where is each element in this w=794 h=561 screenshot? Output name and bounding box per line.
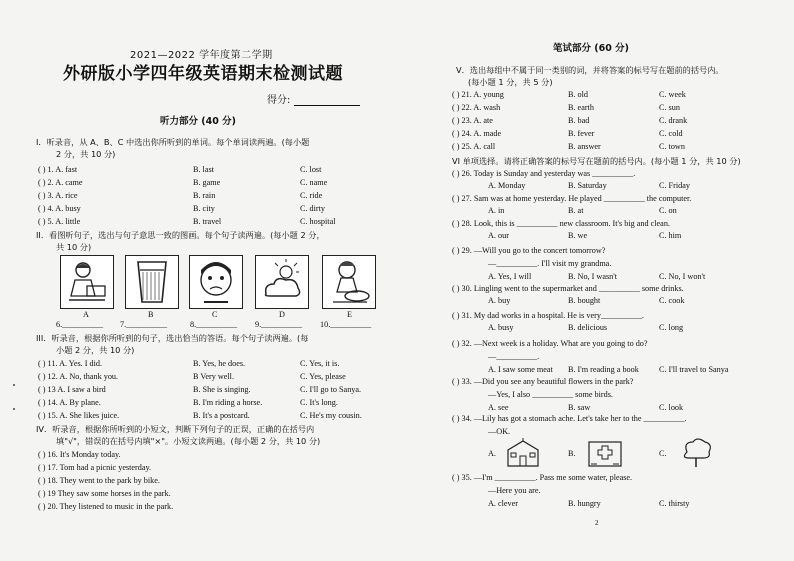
question-stem: ( ) 32. —Next week is a holiday. What are you going to do? bbox=[452, 339, 648, 348]
sec4-instruction-2: 填"√"，错误的在括号内填"×"。小短文读两遍。(每小题 2 分，共 10 分) bbox=[56, 436, 321, 446]
sec2-instruction-2: 共 10 分) bbox=[56, 242, 92, 252]
question-stem: ( ) 30. Lingling went to the supermarket and __________ some drinks. bbox=[452, 284, 684, 293]
true-false-item[interactable]: ( ) 18. They went to the park by bike. bbox=[38, 476, 160, 485]
binding-dot bbox=[13, 408, 15, 410]
question-stem: ( ) 33. —Did you see any beautiful flowers in the park? bbox=[452, 377, 634, 386]
choice-b[interactable]: B. we bbox=[568, 231, 588, 240]
glass-icon bbox=[126, 256, 178, 308]
answer-row-option-a[interactable]: ( ) 21. A. young bbox=[452, 90, 504, 99]
answer-row-option-a[interactable]: ( ) 24. A. made bbox=[452, 129, 502, 138]
choice-b[interactable]: B. delicious bbox=[568, 323, 608, 332]
answer-blank[interactable]: 6.__________ bbox=[56, 320, 104, 329]
answer-row-option-a[interactable]: ( ) 22. A. wash bbox=[452, 103, 501, 112]
answer-row-option-a[interactable]: ( ) 4. A. busy bbox=[38, 204, 81, 213]
sec5-instruction: V．选出每组中不属于同一类别的词，并将答案的标号写在题前的括号内。 bbox=[456, 65, 724, 75]
picture-b-glass bbox=[125, 255, 179, 309]
answer-row-option-b[interactable]: B. travel bbox=[193, 217, 222, 226]
choice-a[interactable]: A. buy bbox=[488, 296, 511, 305]
choice-a[interactable]: A. our bbox=[488, 231, 509, 240]
answer-row-option-c[interactable]: C. Yes, please bbox=[300, 372, 346, 381]
picture-letter: C bbox=[212, 310, 218, 319]
answer-blank[interactable]: 7.__________ bbox=[120, 320, 168, 329]
choice-b[interactable]: B. No, I wasn't bbox=[568, 272, 618, 281]
true-false-item[interactable]: ( ) 20. They listened to music in the park. bbox=[38, 502, 174, 511]
answer-row-option-c[interactable]: C. cold bbox=[659, 129, 683, 138]
sec3-instruction: III．听录音，根据你所听到的句子，选出恰当的答语。每个句子读两遍。(每 bbox=[36, 333, 309, 343]
score-label: 得分: bbox=[267, 95, 291, 106]
tree-icon bbox=[677, 438, 715, 468]
answer-row-option-c[interactable]: C. name bbox=[300, 178, 328, 187]
answer-row-option-a[interactable]: ( ) 3. A. rice bbox=[38, 191, 78, 200]
answer-row-option-a[interactable]: ( ) 15. A. She likes juice. bbox=[38, 411, 120, 420]
answer-blank[interactable]: 8.__________ bbox=[190, 320, 238, 329]
answer-row-option-a[interactable]: ( ) 11. A. Yes. I did. bbox=[38, 359, 103, 368]
answer-row-option-a[interactable]: ( ) 1. A. fast bbox=[38, 165, 78, 174]
choice-b[interactable]: B. I'm reading a book bbox=[568, 365, 639, 374]
question-stem-line-2: —Yes, I also __________ some birds. bbox=[488, 390, 613, 399]
question-stem: ( ) 34. —Lily has got a stomach ache. Let's take her to the __________. bbox=[452, 414, 687, 423]
choice-a[interactable]: A. see bbox=[488, 403, 509, 412]
answer-row-option-c[interactable]: C. drank bbox=[659, 116, 688, 125]
choice-a[interactable]: A. bbox=[488, 449, 496, 458]
answer-row-option-b[interactable]: B. fever bbox=[568, 129, 595, 138]
choice-a[interactable]: A. Monday bbox=[488, 181, 526, 190]
answer-row-option-c[interactable]: C. town bbox=[659, 142, 685, 151]
sec4-instruction: IV．听录音，根据你所听到的小短文，判断下列句子的正误，正确的在括号内 bbox=[36, 424, 315, 434]
answer-row-option-a[interactable]: ( ) 25. A. call bbox=[452, 142, 496, 151]
choice-c[interactable]: C. No, I won't bbox=[659, 272, 706, 281]
answer-row-option-c[interactable]: C. Yes, it is. bbox=[300, 359, 340, 368]
answer-row-option-c[interactable]: C. lost bbox=[300, 165, 322, 174]
answer-row-option-b[interactable]: B. city bbox=[193, 204, 215, 213]
picture-e-boy-washing bbox=[322, 255, 376, 309]
choice-c[interactable]: C. cook bbox=[659, 296, 685, 305]
answer-row-option-b[interactable]: B. answer bbox=[568, 142, 601, 151]
answer-row-option-a[interactable]: ( ) 14. A. By plane. bbox=[38, 398, 101, 407]
answer-row-option-c[interactable]: C. He's my cousin. bbox=[300, 411, 362, 420]
q34-option-b-hospital-image bbox=[585, 436, 625, 468]
answer-row-option-b[interactable]: B. game bbox=[193, 178, 221, 187]
question-stem: ( ) 28. Look, this is __________ new classroom. It's big and clean. bbox=[452, 219, 670, 228]
question-stem: ( ) 27. Sam was at home yesterday. He played __________ the computer. bbox=[452, 194, 692, 203]
answer-row-option-c[interactable]: C. I'll go to Sanya. bbox=[300, 385, 362, 394]
boy-washing-icon bbox=[323, 256, 375, 308]
answer-row-option-c[interactable]: C. week bbox=[659, 90, 686, 99]
question-stem-line-2: —Here you are. bbox=[488, 486, 541, 495]
picture-letter: B bbox=[148, 310, 154, 319]
hospital-icon bbox=[585, 436, 625, 468]
true-false-item[interactable]: ( ) 17. Tom had a picnic yesterday. bbox=[38, 463, 152, 472]
choice-a[interactable]: A. in bbox=[488, 206, 505, 215]
picture-letter: A bbox=[83, 310, 89, 319]
picture-letter: E bbox=[347, 310, 353, 319]
answer-row-option-a[interactable]: ( ) 12. A. No, thank you. bbox=[38, 372, 119, 381]
answer-blank[interactable]: 9.__________ bbox=[255, 320, 303, 329]
choice-c[interactable]: C. I'll travel to Sanya bbox=[659, 365, 729, 374]
answer-blank[interactable]: 10.__________ bbox=[320, 320, 372, 329]
answer-row-option-b[interactable]: B. She is singing. bbox=[193, 385, 251, 394]
answer-row-option-c[interactable]: C. dirty bbox=[300, 204, 326, 213]
answer-row-option-b[interactable]: B. old bbox=[568, 90, 589, 99]
choice-c[interactable]: C. bbox=[659, 449, 667, 458]
choice-b[interactable]: B. Saturday bbox=[568, 181, 607, 190]
answer-row-option-b[interactable]: B. Yes, he does. bbox=[193, 359, 246, 368]
cloud-sun-icon bbox=[256, 256, 308, 308]
sec6-instruction: VI 单项选择。请将正确答案的标号写在题前的括号内。(每小题 1 分，共 10 分) bbox=[452, 156, 741, 166]
answer-row-option-b[interactable]: B. last bbox=[193, 165, 214, 174]
sec1-instruction-2: 2 分，共 10 分) bbox=[56, 149, 116, 159]
choice-a[interactable]: A. Yes, I will bbox=[488, 272, 532, 281]
answer-row-option-a[interactable]: ( ) 23. A. ate bbox=[452, 116, 493, 125]
boy-laptop-icon bbox=[61, 256, 113, 308]
answer-row-option-a[interactable]: ( ) 13 A. I saw a bird bbox=[38, 385, 106, 394]
choice-b[interactable]: B. saw bbox=[568, 403, 591, 412]
q34-option-c-tree-image bbox=[677, 438, 715, 468]
choice-a[interactable]: A. I saw some meat bbox=[488, 365, 553, 374]
choice-c[interactable]: C. Friday bbox=[659, 181, 690, 190]
picture-a-boy-laptop bbox=[60, 255, 114, 309]
listening-section-title: 听力部分 (40 分) bbox=[160, 116, 237, 127]
sick-boy-icon bbox=[190, 256, 242, 308]
sec5-instruction-2: (每小题 1 分，共 5 分) bbox=[468, 77, 553, 87]
question-stem: ( ) 35. —I'm __________. Pass me some water, please. bbox=[452, 473, 633, 482]
score-blank[interactable] bbox=[294, 95, 360, 106]
choice-c[interactable]: C. him bbox=[659, 231, 682, 240]
school-building-icon bbox=[504, 438, 542, 468]
true-false-item[interactable]: ( ) 19 They saw some horses in the park. bbox=[38, 489, 171, 498]
page-number: 2 bbox=[595, 519, 599, 527]
answer-row-option-c[interactable]: C. sun bbox=[659, 103, 680, 112]
answer-row-option-a[interactable]: ( ) 5. A. little bbox=[38, 217, 81, 226]
q34-option-a-school-image bbox=[504, 438, 542, 468]
question-stem-line-2: —OK. bbox=[488, 427, 511, 436]
choice-b[interactable]: B. at bbox=[568, 206, 584, 215]
sec1-instruction: I．听录音，从 A、B、C 中选出你所听到的单词。每个单词读两遍。(每小题 bbox=[36, 137, 310, 147]
choice-b[interactable]: B. bought bbox=[568, 296, 601, 305]
answer-row-option-b[interactable]: B Very well. bbox=[193, 372, 235, 381]
answer-row-option-b[interactable]: B. rain bbox=[193, 191, 216, 200]
question-stem: ( ) 31. My dad works in a hospital. He is very__________. bbox=[452, 311, 644, 320]
choice-c[interactable]: C. look bbox=[659, 403, 684, 412]
sec2-instruction: II．看图听句子，选出与句子意思一致的图画。每个句子读两遍。(每小题 2 分， bbox=[36, 230, 325, 240]
choice-a[interactable]: A. busy bbox=[488, 323, 514, 332]
written-section-title: 笔试部分 (60 分) bbox=[553, 43, 630, 54]
choice-c[interactable]: C. on bbox=[659, 206, 677, 215]
answer-row-option-b[interactable]: B. It's a postcard. bbox=[193, 411, 250, 420]
answer-row-option-a[interactable]: ( ) 2. A. came bbox=[38, 178, 83, 187]
answer-row-option-b[interactable]: B. bad bbox=[568, 116, 590, 125]
exam-year: 2021—2022 学年度第二学期 bbox=[130, 50, 273, 61]
exam-title: 外研版小学四年级英语期末检测试题 bbox=[63, 64, 343, 84]
picture-letter: D bbox=[279, 310, 285, 319]
binding-dot bbox=[13, 384, 15, 386]
answer-row-option-c[interactable]: C. hospital bbox=[300, 217, 336, 226]
question-stem-line-2: —__________. I'll visit my grandma. bbox=[488, 259, 612, 268]
picture-c-sick-boy bbox=[189, 255, 243, 309]
true-false-item[interactable]: ( ) 16. It's Monday today. bbox=[38, 450, 121, 459]
score-field[interactable] bbox=[267, 91, 360, 106]
answer-row-option-b[interactable]: B. earth bbox=[568, 103, 594, 112]
choice-b[interactable]: B. bbox=[568, 449, 576, 458]
sec3-instruction-2: 小题 2 分，共 10 分) bbox=[56, 345, 135, 355]
choice-c[interactable]: C. long bbox=[659, 323, 684, 332]
picture-d-cloud bbox=[255, 255, 309, 309]
answer-row-option-c[interactable]: C. It's long. bbox=[300, 398, 338, 407]
choice-c[interactable]: C. thirsty bbox=[659, 499, 690, 508]
question-stem: ( ) 26. Today is Sunday and yesterday was __________. bbox=[452, 169, 636, 178]
question-stem: ( ) 29. —Will you go to the concert tomorrow? bbox=[452, 246, 606, 255]
question-stem-line-2: —__________. bbox=[488, 352, 540, 361]
choice-b[interactable]: B. hungry bbox=[568, 499, 601, 508]
choice-a[interactable]: A. clever bbox=[488, 499, 519, 508]
answer-row-option-b[interactable]: B. I'm riding a horse. bbox=[193, 398, 263, 407]
answer-row-option-c[interactable]: C. ride bbox=[300, 191, 323, 200]
